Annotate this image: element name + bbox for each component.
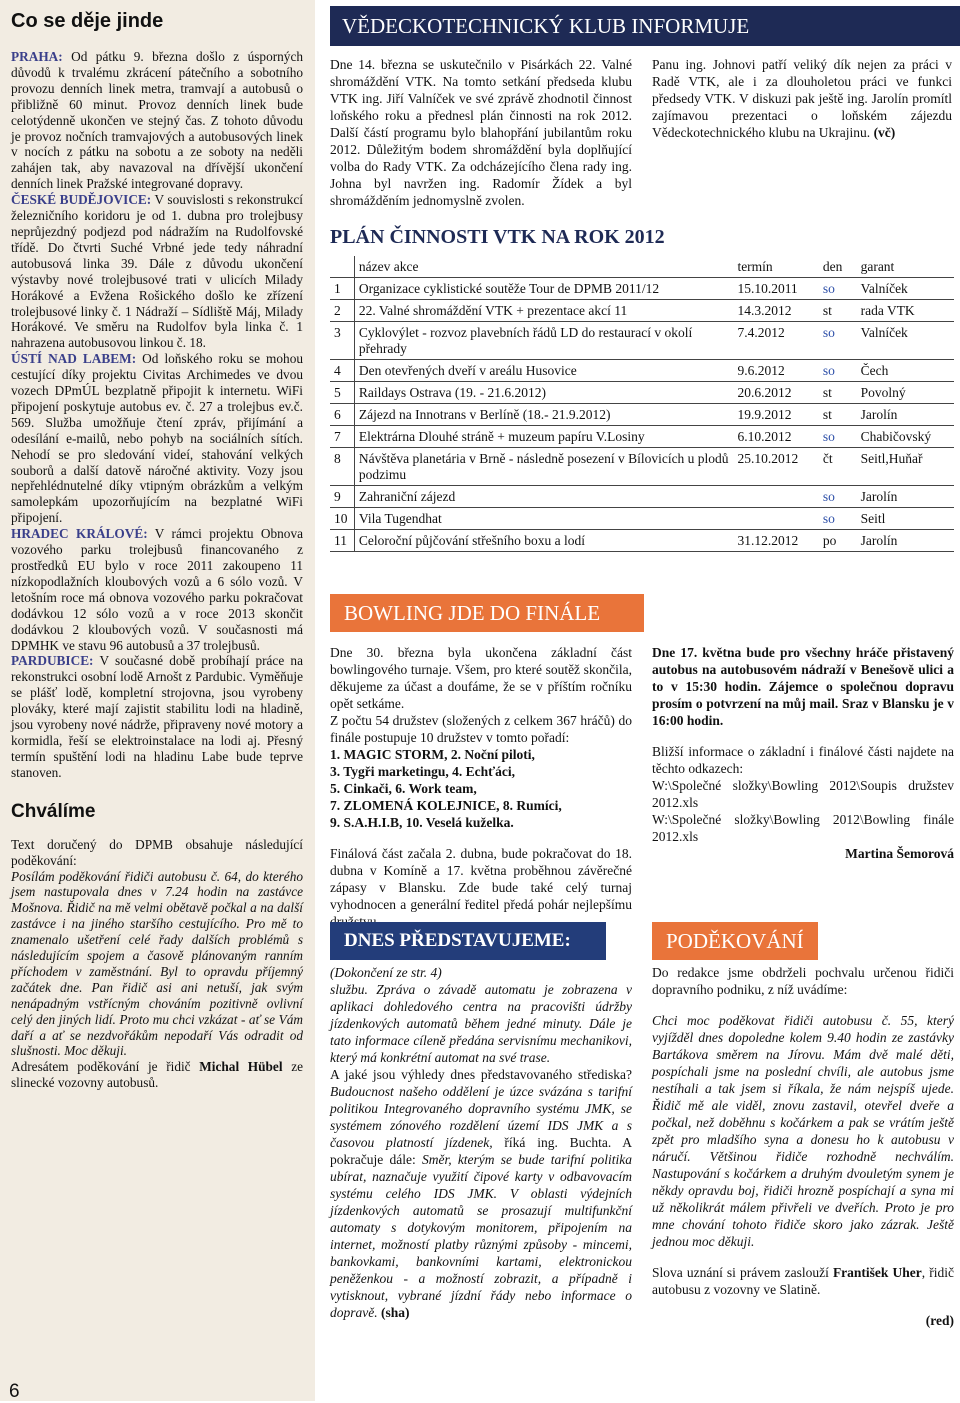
plan-cell-day: st <box>819 382 857 404</box>
plan-cell-date: 25.10.2012 <box>733 448 818 486</box>
bowling-p3: Finálová část začala 2. dubna, bude pokračovat do 18. dubna v Komíně a 17. května proběhnou závěrečné zápasy v Blansku. Zde bude také celý turnaj vyhodnocen a generální ředitel předá pohár nejlepšímu <box>330 846 632 912</box>
plan-cell-name: Raildays Ostrava (19. - 21.6.2012) <box>354 382 733 404</box>
vtk-col1: Dne 14. března se uskutečnilo v Pisárkách 22. Valné shromáždění VTK. Na tomto setkání předseda klubu VTK ing. Jiří Valníček ve své zprávě zhodnotil činnost loňského roku a přednesl plán činnosti na rok 2012. Další částí programu bylo blahopřání jubilantům roku 2012. Důležitým bodem shromáždění byla doplňující volba do Rady VTK. Za odcházejícího člena rady ing. Johna byl navržen ing. Radomír Žídek a byl shromážděním jednomyslně zvolen. <box>330 57 632 208</box>
plan-table-wrap <box>330 256 954 552</box>
plan-cell-name: Den otevřených dveří v areálu Husovice <box>354 360 733 382</box>
plan-header-name: název akce <box>354 256 733 278</box>
dnes-p2 <box>330 1066 632 1321</box>
plan-row <box>330 404 954 426</box>
plan-row <box>330 448 954 486</box>
dnes-col <box>330 964 632 1321</box>
plan-cell-garant: Chabičovský <box>857 426 954 448</box>
addr-post: ze slinecké vozovny autobusů. <box>11 1059 303 1091</box>
plan-cell-day: čt <box>819 448 857 486</box>
plan-cell-garant: Jarolín <box>857 404 954 426</box>
cb-paragraph <box>11 192 303 351</box>
dnes-continued: (Dokončení ze str. 4) <box>330 965 442 980</box>
bowling-col2 <box>652 644 954 862</box>
chvalime-quote: Posílám poděkování řidiči autobusu č. 64, do kterého jsem nastupovala dnes v 7.24 hodin na zastávce Mošnova. Řidič na mě velmi obětavě počkal a na další zastávce i na jiného staršího cestujícího. Pro mě to znamenalo ušetření celé řady dalších problémů s následujícím spojem a časově plánovaným ranním příchodem v zaměstnání. Byl to opravdu příjemný začátek dne. Pan řidič asi ani netuší, jak svým nenápadným vstřícným chováním pozitivně ovlivní celý den jiných lidí. Proto mu chci vzkázat - ať se Vám daří a ať se nezdvořákům nepodaří Vás odradit od slušnosti. Moc děkuji. <box>11 868 303 1059</box>
plan-cell-num: 7 <box>330 426 354 448</box>
team-line: 7. ZLOMENÁ KOLEJNICE, 8. Rumíci, <box>330 798 562 813</box>
bowling-header: BOWLING JDE DO FINÁLE <box>330 594 644 632</box>
plan-cell-date: 6.10.2012 <box>733 426 818 448</box>
vtk-header: VĚDECKOTECHNICKÝ KLUB INFORMUJE <box>330 6 960 46</box>
plan-cell-day: so <box>819 508 857 530</box>
hk-label: HRADEC KRÁLOVÉ: <box>11 526 148 542</box>
pa-label: PARDUBICE: <box>11 653 94 669</box>
plan-body <box>330 278 954 552</box>
plan-cell-date: 9.6.2012 <box>733 360 818 382</box>
dnes-p2-pre: A jaké jsou výhledy dnes představovaného střediska? <box>330 1067 632 1082</box>
plan-cell-date: 31.12.2012 <box>733 530 818 552</box>
team-line: 5. Cinkači, 6. Work team, <box>330 781 477 796</box>
bowling-p4: Dne 17. května bude pro všechny hráče přistavený autobus na autobusovém nádraží v Benešově ulici a to v 15:30 hodin. Zájemce o společnou dopravu prosím o potvrzení na můj mail. Sraz v Blansku je v 16:00 hodin. <box>652 645 954 728</box>
hk-text: V rámci projektu Obnova vozového parku trolejbusů financovaného z prostředků EU bylo v roce 2011 zakoupeno 11 nízkopodlažních kloubových vozů a 6 sólo vozů. V letošním roce má obnova vozového parku pokračovat dodávkou 12 sólo vozů a v roce 2013 skončit dodávkou 2 kloubových vozů. V současnosti má DPMHK ve stavu 96 autobusů a 37 trolejbusů. <box>11 526 303 653</box>
plan-row <box>330 322 954 360</box>
plan-header-num <box>330 256 354 278</box>
podekovani-p1: Do redakce jsme obdrželi pochvalu určenou řidiči dopravního podniku, z níž uvádíme: <box>652 965 954 997</box>
addr-pre: Adresátem poděkování je řidič <box>11 1059 200 1075</box>
plan-cell-day: st <box>819 404 857 426</box>
plan-cell-name: Cyklovýlet - rozvoz plavebních řádů LD do restaurací v okolí přehrady <box>354 322 733 360</box>
praha-label: PRAHA: <box>11 49 63 64</box>
page-number: 6 <box>9 1381 20 1402</box>
team-line: 1. MAGIC STORM, 2. Noční piloti, <box>330 747 535 762</box>
bowling-p1: Dne 30. března byla ukončena základní část bowlingového turnaje. Všem, pro které soutěž skončila, děkujeme za účast a doufáme, že se v příštím ročníku opět setkáme. <box>330 645 632 711</box>
p2-pre: Slova uznání si právem zaslouží <box>652 1265 833 1280</box>
plan-cell-day: so <box>819 486 857 508</box>
plan-cell-name: Celoroční půjčování střešního boxu a lodí <box>354 530 733 552</box>
bowling-p2: Z počtu 54 družstev (složených z celkem 367 hráčů) do finále postupuje 10 družstev v tomto pořadí: <box>330 713 632 745</box>
dnes-header: DNES PŘEDSTAVUJEME: <box>330 922 606 960</box>
plan-cell-num: 3 <box>330 322 354 360</box>
plan-table <box>330 256 954 552</box>
plan-cell-garant: rada VTK <box>857 300 954 322</box>
plan-cell-num: 6 <box>330 404 354 426</box>
ul-label: ÚSTÍ NAD LABEM: <box>11 351 137 367</box>
plan-row <box>330 530 954 552</box>
plan-cell-num: 11 <box>330 530 354 552</box>
praha-paragraph <box>11 49 303 192</box>
hk-paragraph <box>11 526 303 653</box>
dnes-sign: (sha) <box>381 1305 410 1320</box>
plan-row <box>330 508 954 530</box>
bowling-col1 <box>330 644 632 930</box>
plan-header-row <box>330 256 954 278</box>
plan-row <box>330 486 954 508</box>
plan-cell-num: 1 <box>330 278 354 300</box>
plan-cell-num: 4 <box>330 360 354 382</box>
plan-row <box>330 300 954 322</box>
plan-cell-num: 2 <box>330 300 354 322</box>
podekovani-sign: (red) <box>925 1313 954 1328</box>
plan-cell-name: 22. Valné shromáždění VTK + prezentace akcí 11 <box>354 300 733 322</box>
plan-cell-day: po <box>819 530 857 552</box>
sidebar-title: Co se děje jinde <box>11 10 164 32</box>
plan-cell-name: Vila Tugendhat <box>354 508 733 530</box>
dnes-p2-it2: Směr, kterým se bude tarifní politika ubírat, naznačuje využití čipové karty v odbavovacím systému celého IDS JMK. V oblasti výdejních jízdenkových automatů se prosazují multifunkční automaty s dotykovým monitorem, připojením na internet, možností platby různými způsoby - mincemi, bankovkami, bankovními kartami, elektronickou peněženkou - a možností zobrazit, a případně i vytisknout, vybrané jízdní řády nebo informace o dopravě. <box>330 1152 633 1320</box>
plan-title: PLÁN ČINNOSTI VTK NA ROK 2012 <box>330 226 665 248</box>
chvalime-intro: Text doručený do DPMB obsahuje následující poděkování: <box>11 836 303 868</box>
ul-paragraph <box>11 351 303 526</box>
bowling-author: Martina Šemorová <box>845 846 954 861</box>
plan-cell-garant: Čech <box>857 360 954 382</box>
cb-label: ČESKÉ BUDĚJOVICE: <box>11 192 152 208</box>
plan-cell-garant: Jarolín <box>857 530 954 552</box>
p2-name: František Uher <box>832 1265 922 1280</box>
plan-cell-day: st <box>819 300 857 322</box>
plan-cell-name: Návštěva planetária v Brně - následně posezení v Bílovicích u plodů podzimu <box>354 448 733 486</box>
vtk-col2-text: Panu ing. Johnovi patří veliký dík nejen za práci v Radě VTK, ale i za dlouholetou práci ve funkci předsedy VTK. V diskuzi pak ještě ing. Jarolín promítl zajímavou prezentaci o loňském zájezdu Vědeckotechnického klubu na Ukrajinu. <box>652 57 952 140</box>
pa-paragraph <box>11 653 303 780</box>
plan-cell-num: 5 <box>330 382 354 404</box>
vtk-sign: (vč) <box>873 125 896 140</box>
team-line: 3. Tygři marketingu, 4. Echťáci, <box>330 764 516 779</box>
bowling-link1[interactable]: W:\Společné složky\Bowling 2012\Soupis družstev 2012.xls <box>652 778 954 810</box>
chvalime-title: Chválíme <box>11 800 96 822</box>
plan-header-date: termín <box>733 256 818 278</box>
plan-cell-garant: Valníček <box>857 322 954 360</box>
cb-text: V souvislosti s rekonstrukcí železničního koridoru je od 1. dubna pro trolejbusy neprůjezdný podjezd pod nádražím na Rudolfovské třídě. Do čtvrti Suché Vrbné jede tedy náhradní autobusová linka 39. Dále z důvodu ukončení výstavby nové trolejbusové trati v ulicích Milady Horákové a Evžena Rošického došlo ke zřízení trolejbusové linky č. 1 Nádraží – Sídliště Máj, Milady Horákové. Ve směru na Rudolfov byla linka č. 1 nahrazena autobusovou linkou č. 18. <box>11 192 303 351</box>
plan-cell-garant: Seitl,Huňař <box>857 448 954 486</box>
plan-cell-num: 9 <box>330 486 354 508</box>
plan-cell-day: so <box>819 278 857 300</box>
plan-header-day: den <box>819 256 857 278</box>
plan-row <box>330 426 954 448</box>
plan-row <box>330 278 954 300</box>
praha-text: Od pátku 9. března došlo z úsporných důvodů k trvalému zkrácení pátečního a sobotního provozu denních linek metra, tramvají a autobusů o přibližně 60 minut. Provoz denních linek bude celotýdenně ukončen ve stejný čas. Z tohoto důvodu je provoz nočních tramvajových a autobusových linek v nocích z pátku na sobotu a ze soboty na neděli zahájen tak, aby navazoval na dřívější ukončení denních linek Pražské integrované dopravy. <box>11 49 303 192</box>
plan-cell-day: so <box>819 426 857 448</box>
bowling-p5: Bližší informace o základní i finálové části najdete na těchto odkazech: <box>652 744 954 776</box>
p2-post: , řidič autobusu z vozovny ve Slatině. <box>652 1265 954 1297</box>
plan-cell-garant: Povolný <box>857 382 954 404</box>
plan-cell-date: 7.4.2012 <box>733 322 818 360</box>
plan-cell-name: Organizace cyklistické soutěže Tour de DPMB 2011/12 <box>354 278 733 300</box>
podekovani-p2 <box>652 1264 954 1298</box>
ul-text: Od loňského roku se mohou cestující díky projektu Civitas Archimedes ve dvou vozech DPmÚL bezplatně připojit k internetu. WiFi připojení poskytuje autobus ev. č. 27 a trolejbus ev.č. 569. Služba umožňuje čtení zpráv, přijímání a odesílání e-mailů, nebo pohyb na sociálních sítích. Nehodí se pro sledování videí, stahování velkých souborů a další datově náročné aktivity. Vozy jsou nepřehlédnutelné díky vtipným obrázkům a velkým samolepkám upozorňujícím na bezplatné WiFi připojení. <box>11 351 303 526</box>
plan-cell-name: Elektrárna Dlouhé stráně + muzeum papíru V.Losiny <box>354 426 733 448</box>
podekovani-header: PODĚKOVÁNÍ <box>652 922 818 960</box>
plan-cell-date: 14.3.2012 <box>733 300 818 322</box>
plan-cell-name: Zájezd na Innotrans v Berlíně (18.- 21.9.2012) <box>354 404 733 426</box>
plan-cell-garant: Valníček <box>857 278 954 300</box>
plan-header-garant: garant <box>857 256 954 278</box>
vtk-col2 <box>652 56 952 141</box>
plan-cell-day: so <box>819 360 857 382</box>
dnes-p1: službu. Zpráva o závadě automatu je zobrazena v aplikaci dohledového centra na pracovišti údržby jízdenkových automatů během jedné minuty. Dále je tato informace cíleně předána servisnímu mechanikovi, který má konkrétní automat na své trase. <box>330 982 632 1065</box>
plan-cell-date <box>733 508 818 530</box>
plan-cell-garant: Seitl <box>857 508 954 530</box>
plan-cell-day: so <box>819 322 857 360</box>
plan-cell-date: 15.10.2011 <box>733 278 818 300</box>
plan-cell-date <box>733 486 818 508</box>
plan-cell-date: 19.9.2012 <box>733 404 818 426</box>
podekovani-quote: Chci moc poděkovat řidiči autobusu č. 55, který vyjížděl dnes dopoledne kolem 9.40 hodin ze zastávky Bartákova směrem na Jírovu. Mám dvě malé děti, pospíchali jsme na poslední chvíli, ale autobus jsme nestíhali a tak jsem si říkala, že nám nejspíš ujede. Řidič mě ale viděl, znovu zastavil, otevřel dveře a počkal, než doběhnu s kočárkem a pak se vrátím ještě zpět pro mladšího syna a donesu ho k autobusu v náručí. Většinou řidiče rozhodně nechválím. Nastupování s kočárkem a druhým dvouletým synem je někdy opravdu boj, řidiči hrozně pospíchají a syna mi už několikrát málem přivřeli ve dveřích. Proto je pro mne chování tohoto řidiče skoro jako zázrak. Ještě jednou moc děkuji. <box>652 1013 954 1249</box>
dnes-p2-mid: říká ing. Buchta. A pokračuje dále: <box>330 1135 632 1167</box>
plan-cell-name: Zahraniční zájezd <box>354 486 733 508</box>
team-line: 9. S.A.H.I.B, 10. Veselá kuželka. <box>330 815 514 830</box>
pa-text: V současné době probíhají práce na rekonstrukci osobní lodě Arnošt z Pardubic. Vyměňuje se plášť lodě, kompletní strojovna, jsou vyrobeny plováky, které mají zajistit stabilitu lodi na hladině, jsou vyrobeny nové nádrže, připraveny nové motory a kormidla, řeší se elektroinstalace na lodi aj. Přesný termín spuštění lodi na hladinu Labe bude teprve stanoven. <box>11 653 303 780</box>
bowling-link2[interactable]: W:\Společné složky\Bowling 2012\Bowling finále 2012.xls <box>652 812 954 844</box>
plan-row <box>330 360 954 382</box>
bowling-teams <box>330 746 632 831</box>
plan-cell-garant: Jarolín <box>857 486 954 508</box>
plan-cell-num: 8 <box>330 448 354 486</box>
dnes-p2-it: Budoucnost našeho oddělení je úzce svázána s tarifní politikou Integrovaného dopravního systému JMK, se systémem zónového rozdělení území IDS JMK a s časovou platností jízdenek, <box>330 1084 632 1150</box>
plan-row <box>330 382 954 404</box>
left-sidebar <box>0 0 315 1401</box>
chvalime-addressee <box>11 1059 303 1091</box>
plan-cell-num: 10 <box>330 508 354 530</box>
podekovani-col <box>652 964 954 1329</box>
addr-name: Michal Hübel <box>199 1059 283 1075</box>
plan-cell-date: 20.6.2012 <box>733 382 818 404</box>
